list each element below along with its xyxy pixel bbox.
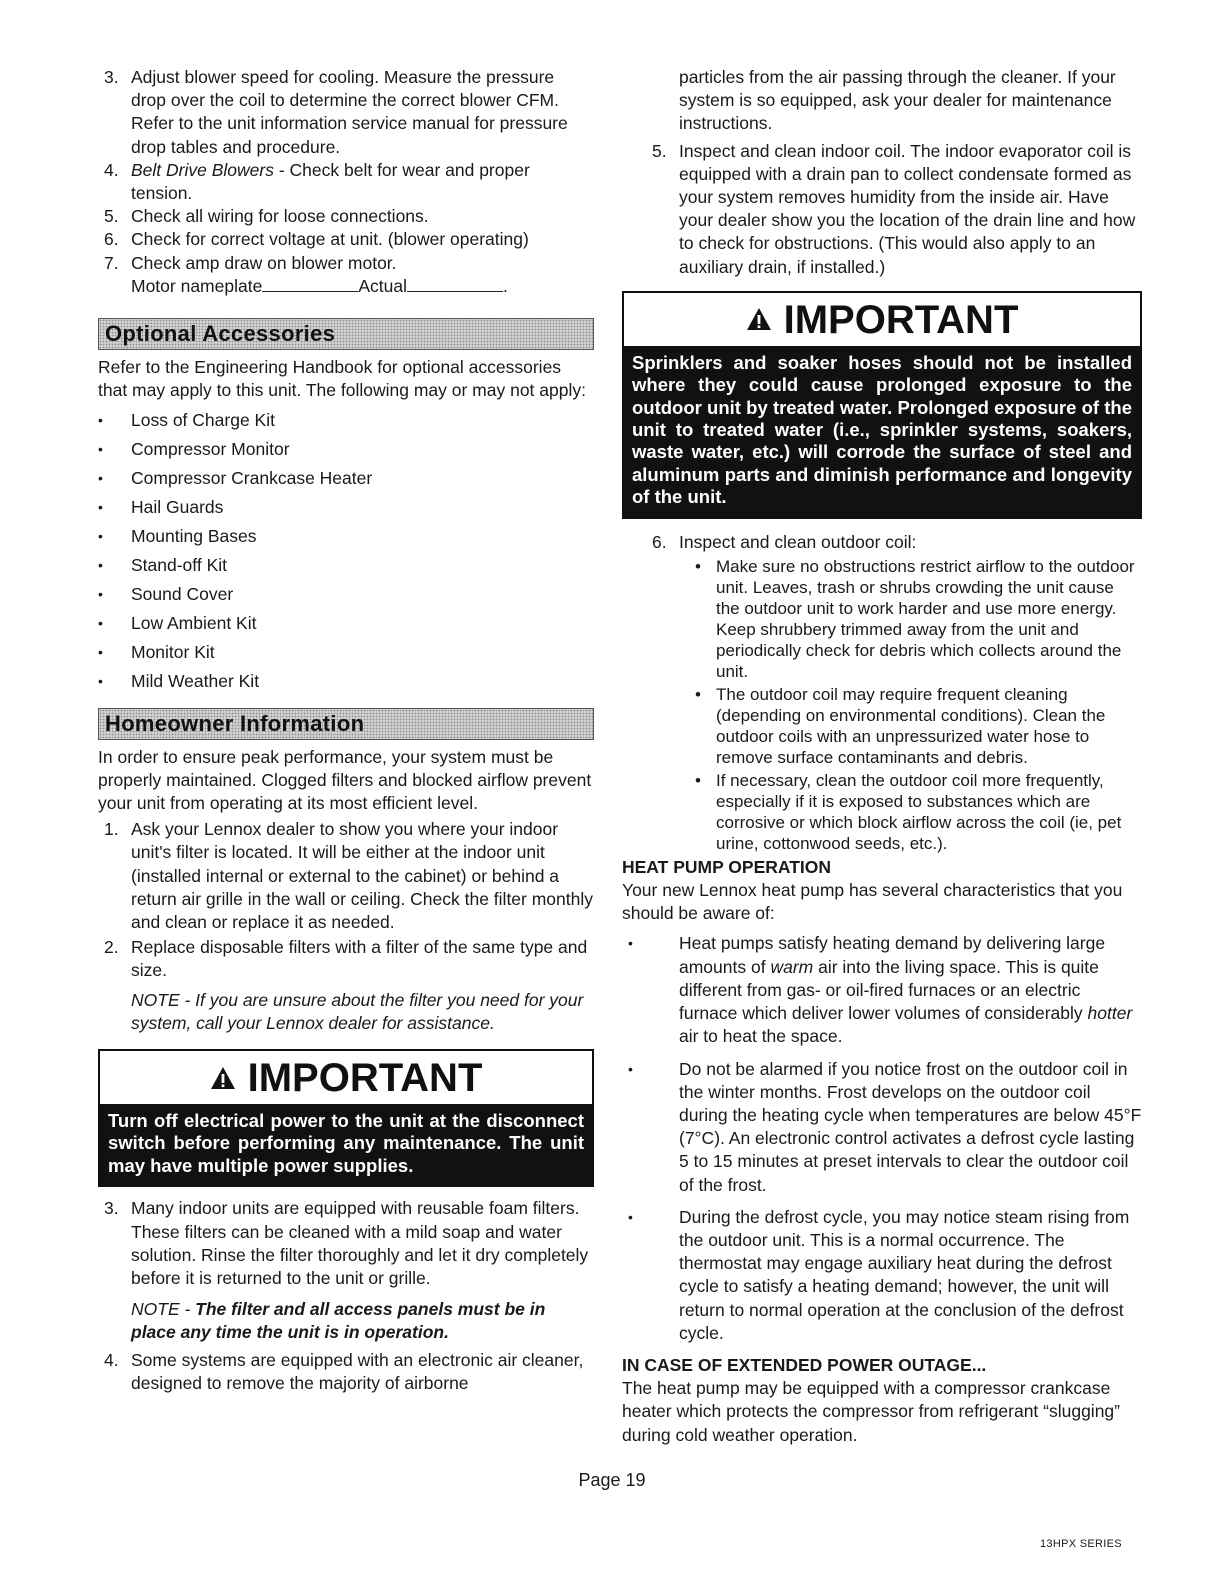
motor-nameplate-label: Motor nameplate — [131, 275, 263, 296]
list-item: 2. Replace disposable filters with a filter of the same type and size. — [104, 937, 588, 981]
list-item: 3. Many indoor units are equipped with reusable foam filters. These filters can be cleaned with a mild soap and water solution. Rinse the filter thoroughly and let it dry completely before it is returned to the unit or grille. — [104, 1198, 589, 1288]
right-column — [622, 66, 1142, 1447]
list-item: 1. Ask your Lennox dealer to show you where your indoor unit's filter is located. It will be either at the indoor unit (installed internal or external to the cabinet) or behind a return air grille in the wall or ceiling. Check the filter monthly and clean or replace it as needed. — [104, 819, 593, 933]
important-title: IMPORTANT — [624, 293, 1140, 346]
warning-triangle-icon — [746, 307, 772, 331]
filter-note: NOTE - If you are unsure about the filter you need for your system, call your Lennox dealer for assistance. — [131, 989, 584, 1033]
optional-accessories-heading: Optional Accessories — [98, 318, 594, 350]
list-item: 3. Adjust blower speed for cooling. Measure the pressure drop over the coil to determine the correct blower CFM. Refer to the unit information service manual for pressure drop tables and procedure. — [104, 67, 568, 157]
important-body: Sprinklers and soaker hoses should not be installed where they could cause prolonged exposure to the outdoor unit by treated water. Prolonged exposure of the unit to treated water (i.e., sprinkler systems, soakers, waste water, etc.) will corrode the surface of steel and aluminum parts and diminish performance and longevity of the unit. — [624, 346, 1140, 517]
list-item: • The outdoor coil may require frequent cleaning (depending on environmental conditions). Clean the outdoor coils with an unpressurized water hose to remove surface contaminants and debris. — [692, 684, 1142, 768]
list-item: 6. Check for correct voltage at unit. (blower operating) — [104, 229, 529, 250]
list-item: • Compressor Monitor — [98, 438, 594, 461]
accessories-list — [98, 409, 594, 693]
outdoor-coil-bullets — [692, 556, 1142, 854]
nameplate-blank — [262, 291, 358, 292]
list-item: • Mild Weather Kit — [98, 670, 594, 693]
homeowner-information-heading: Homeowner Information — [98, 708, 594, 740]
list-item: • Compressor Crankcase Heater — [98, 467, 594, 490]
list-item: • Hail Guards — [98, 496, 594, 519]
list-item: • Mounting Bases — [98, 525, 594, 548]
actual-label: Actual — [358, 275, 407, 296]
important-power-warning — [98, 1049, 594, 1187]
belt-drive-label: Belt Drive Blowers — [131, 159, 274, 180]
important-sprinkler-warning — [622, 291, 1142, 519]
list-item: 6. Inspect and clean outdoor coil: — [652, 531, 917, 552]
power-outage-heading: IN CASE OF EXTENDED POWER OUTAGE... — [622, 1354, 987, 1375]
list-item: 4. Some systems are equipped with an electronic air cleaner, designed to remove the majority of airborne — [104, 1349, 584, 1393]
optional-accessories-intro: Refer to the Engineering Handbook for optional accessories that may apply to this unit. The following may or may not apply: — [98, 357, 586, 401]
list-item: • If necessary, clean the outdoor coil more frequently, especially if it is exposed to substances which are corrosive or which block airflow across the coil (ie, pet urine, cottonwood seeds, etc.). — [692, 770, 1142, 854]
heat-pump-intro: Your new Lennox heat pump has several characteristics that you should be aware of: — [622, 880, 1123, 924]
maintenance-list-top — [98, 66, 594, 298]
list-item: • Loss of Charge Kit — [98, 409, 594, 432]
air-cleaner-continued: particles from the air passing through the cleaner. If your system is so equipped, ask your dealer for maintenance instructions. — [679, 67, 1116, 134]
page-number: Page 19 — [578, 1470, 646, 1490]
important-title: IMPORTANT — [100, 1051, 592, 1104]
right-list-item6 — [622, 531, 1142, 554]
series-label: 13HPX SERIES — [1040, 1538, 1122, 1550]
heat-pump-heading: HEAT PUMP OPERATION — [622, 856, 832, 877]
list-item: • Low Ambient Kit — [98, 612, 594, 635]
left-column — [98, 66, 594, 1395]
actual-blank — [407, 291, 503, 292]
list-item: 4. Belt Drive Blowers - Check belt for wear and proper tension. — [104, 159, 530, 204]
homeowner-intro: In order to ensure peak performance, your system must be properly maintained. Clogged filters and blocked airflow prevent your unit from operating at its most efficient level. — [98, 746, 592, 814]
warning-triangle-icon — [210, 1066, 236, 1090]
list-item: 5. Check all wiring for loose connections. — [104, 206, 429, 227]
list-item: • Make sure no obstructions restrict airflow to the outdoor unit. Leaves, trash or shrubs crowding the unit cause the outdoor unit to work harder and use more energy. Keep shrubbery trimmed away from the unit and periodically check for debris which collects around the unit. — [692, 556, 1142, 682]
list-item: 7. Check amp draw on blower motor. Motor nameplate Actual . — [104, 252, 508, 296]
list-item: • During the defrost cycle, you may notice steam rising from the outdoor unit. This is a normal occurrence. The thermostat may engage auxiliary heat during the defrost cycle to satisfy a heating demand; however, the unit will return to normal operation at the conclusion of the defrost cycle. — [622, 1206, 1142, 1345]
access-panel-note: NOTE - The filter and all access panels must be in place any time the unit is in operation. — [131, 1299, 546, 1343]
list-item: • Stand-off Kit — [98, 554, 594, 577]
list-item: 5. Inspect and clean indoor coil. The indoor evaporator coil is equipped with a drain pan to collect condensate formed as your system removes humidity from the inside air. Have your dealer show you the location of the drain line and how to check for obstructions. (This would also apply to an auxiliary drain, if installed.) — [652, 140, 1136, 277]
important-body: Turn off electrical power to the unit at the disconnect switch before performing any maintenance. The unit may have multiple power supplies. — [100, 1104, 592, 1185]
heat-pump-bullets — [622, 932, 1142, 1344]
power-outage-text: The heat pump may be equipped with a compressor crankcase heater which protects the compressor from refrigerant “slugging” during cold weather operation. — [622, 1378, 1120, 1445]
right-list-item5 — [622, 140, 1142, 279]
list-item: • Do not be alarmed if you notice frost on the outdoor coil in the winter months. Frost develops on the outdoor coil during the heating cycle when temperatures are below 45°F (7°C). An electronic control activates a defrost cycle lasting 5 to 15 minutes at preset intervals to clear the outdoor coil of the frost. — [622, 1058, 1142, 1197]
homeowner-list-continued — [98, 1197, 594, 1290]
list-item: • Heat pumps satisfy heating demand by delivering large amounts of warm air into the living space. This is quite different from gas- or oil-fired furnaces or an electric furnace which deliver lower volumes of considerably hotter air to heat the space. — [622, 932, 1142, 1048]
homeowner-list — [98, 818, 594, 982]
list-item: • Sound Cover — [98, 583, 594, 606]
list-item: • Monitor Kit — [98, 641, 594, 664]
homeowner-list-item4 — [98, 1349, 594, 1395]
